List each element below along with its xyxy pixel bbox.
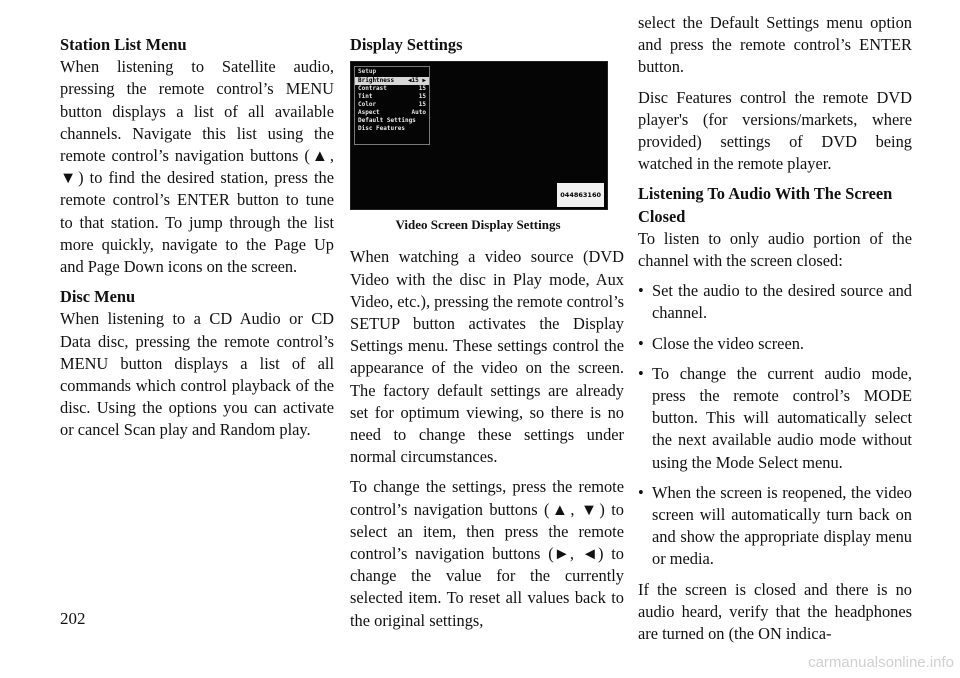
list-item xyxy=(638,363,912,474)
station-list-heading: Station List Menu xyxy=(60,35,187,54)
column-middle xyxy=(350,34,624,640)
figure-caption: Video Screen Display Settings xyxy=(395,217,561,233)
figure-code: 044863160 xyxy=(557,183,604,207)
list-item-text: Close the video screen. xyxy=(652,333,805,353)
display-settings-text-1: When watching a video source (DVD Video with the disc in Play mode, Aux Video, etc.), pressing the remote control’s SETUP button activates the Display Settings menu. These settings control the appearance of the video on the screen. The factory default settings are already set for optimum viewing, so there is no need to change these settings under normal circumstances. xyxy=(350,247,624,467)
menu-row-aspect xyxy=(355,109,429,117)
setup-menu-panel xyxy=(354,66,430,145)
menu-row-label: Aspect xyxy=(358,109,380,117)
display-settings-heading: Display Settings xyxy=(350,35,463,54)
column-right xyxy=(638,12,912,653)
disc-menu-text: When listening to a CD Audio or CD Data disc, pressing the remote control’s MENU button displays a list of all commands which control playback of the disc. Using the options you can activate or cancel Scan play and Random play. xyxy=(60,309,334,440)
station-list-text: When listening to Satellite audio, pressing the remote control’s MENU button displays a list of all available channels. Navigate this list using the remote control’s navigation buttons (▲, ▼) to find the desired station, press the remote control’s ENTER button to tune to that station. To jump through the list more quickly, navigate to the Page Up and Page Down icons on the screen. xyxy=(60,57,334,277)
menu-row-value: 15 xyxy=(418,85,426,93)
column-left xyxy=(60,34,334,450)
list-item-text: To change the current audio mode, press the remote control’s MODE button. This will automatically select the next available audio mode without using the Mode Select menu. xyxy=(652,363,912,472)
menu-row-value: 15 xyxy=(418,93,426,101)
audio-screen-closed-intro: To listen to only audio portion of the channel with the screen closed: xyxy=(638,228,912,271)
watermark: carmanualsonline.info xyxy=(808,654,954,671)
list-item-text: When the screen is reopened, the video screen will automatically turn back on and show the appropriate display menu or media. xyxy=(652,482,912,569)
no-audio-text: If the screen is closed and there is no audio heard, verify that the headphones are turned on (the ON indica- xyxy=(638,579,912,644)
bullet-icon: • xyxy=(638,333,644,353)
audio-screen-closed-heading: Listening To Audio With The Screen Closed xyxy=(638,184,893,226)
bullet-icon: • xyxy=(638,363,644,383)
bullet-icon: • xyxy=(638,482,644,502)
menu-row-tint xyxy=(355,93,429,101)
disc-features-text: Disc Features control the remote DVD player's (for versions/markets, where provided) settings of DVD being watched in the remote player. xyxy=(638,87,912,174)
menu-row-label: Tint xyxy=(358,93,373,101)
list-item xyxy=(638,482,912,571)
menu-row-disc-features xyxy=(355,125,429,133)
page-number: 202 xyxy=(60,609,86,628)
default-settings-text: select the Default Settings menu option and press the remote control’s ENTER button. xyxy=(638,13,912,77)
display-settings-text-2: To change the settings, press the remote control’s navigation buttons (▲, ▼) to select an item, then press the remote control’s navigation buttons (►, ◄) to change the value for the currently selected item. To reset all values back to the original settings, xyxy=(350,477,624,630)
menu-row-value: 15 xyxy=(418,101,426,109)
menu-row-contrast xyxy=(355,85,429,93)
menu-row-label: Color xyxy=(358,101,377,109)
menu-row-value: Auto xyxy=(411,109,426,117)
menu-row-label: Brightness xyxy=(358,77,395,85)
menu-row-brightness xyxy=(355,77,429,85)
list-item xyxy=(638,333,912,355)
list-item xyxy=(638,280,912,324)
menu-row-color xyxy=(355,101,429,109)
list-item-text: Set the audio to the desired source and channel. xyxy=(652,281,912,323)
menu-row-value: ◀15 ▶ xyxy=(407,77,426,85)
menu-row-default-settings xyxy=(355,117,429,125)
menu-row-label: Contrast xyxy=(358,85,387,93)
setup-menu-title: Setup xyxy=(358,68,377,76)
menu-row-label: Default Settings xyxy=(358,117,416,125)
audio-steps-list xyxy=(638,280,912,570)
bullet-icon: • xyxy=(638,281,644,301)
disc-menu-heading: Disc Menu xyxy=(60,287,136,307)
video-screen-figure xyxy=(350,61,608,210)
menu-row-label: Disc Features xyxy=(358,125,405,133)
